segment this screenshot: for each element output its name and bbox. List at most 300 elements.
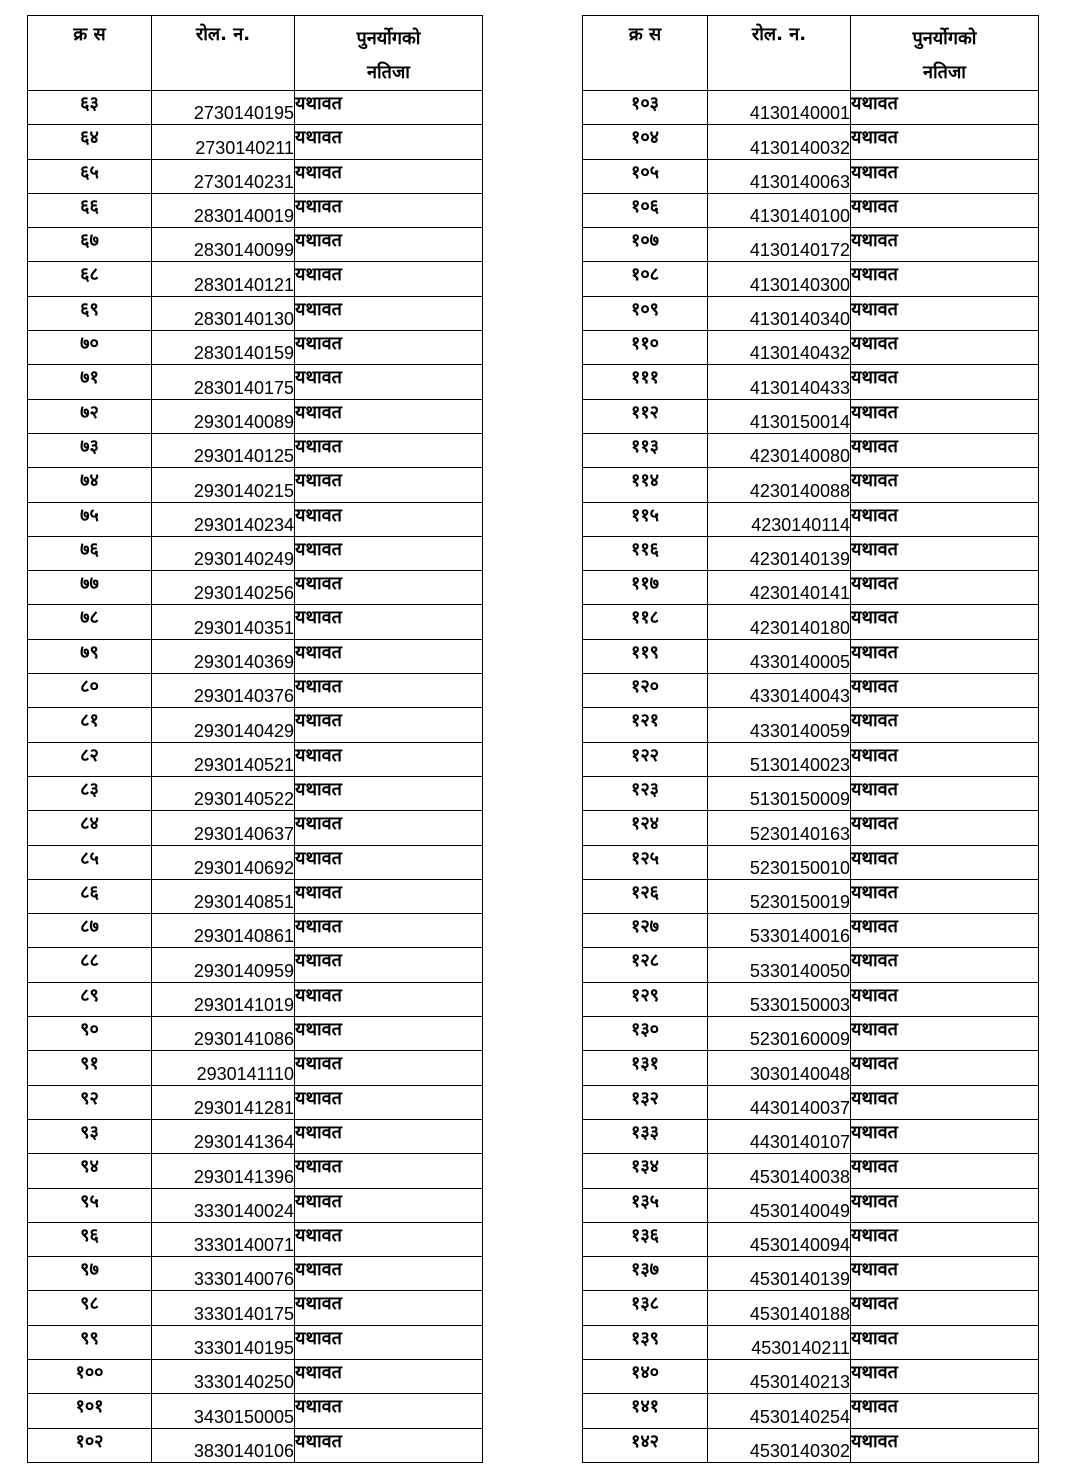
table-row xyxy=(583,639,1039,673)
table-row xyxy=(28,1222,483,1256)
serial-cell: ७९ xyxy=(28,639,152,673)
roll-number-cell: 4130140340 xyxy=(708,296,851,330)
table-row xyxy=(28,914,483,948)
serial-cell: ११४ xyxy=(583,468,708,502)
rows-left xyxy=(28,91,483,1463)
serial-cell: ९५ xyxy=(28,1188,152,1222)
table-row xyxy=(28,262,483,296)
table-row xyxy=(28,776,483,810)
result-cell: यथावत xyxy=(851,365,1039,399)
result-cell: यथावत xyxy=(295,1085,483,1119)
header-row xyxy=(583,16,1039,91)
roll-number-cell: 4130140300 xyxy=(708,262,851,296)
roll-number-cell: 2730140231 xyxy=(152,159,295,193)
table-row xyxy=(583,674,1039,708)
table-row xyxy=(583,914,1039,948)
result-cell: यथावत xyxy=(295,1051,483,1085)
result-cell: यथावत xyxy=(295,433,483,467)
roll-number-cell: 2830140159 xyxy=(152,331,295,365)
roll-number-cell: 2930141110 xyxy=(152,1051,295,1085)
serial-cell: १३२ xyxy=(583,1085,708,1119)
table-row xyxy=(28,1428,483,1462)
result-cell: यथावत xyxy=(295,571,483,605)
serial-cell: ७५ xyxy=(28,502,152,536)
table-row xyxy=(28,193,483,227)
serial-cell: ८० xyxy=(28,674,152,708)
roll-number-cell: 4130140001 xyxy=(708,91,851,125)
table-row xyxy=(28,1017,483,1051)
result-cell: यथावत xyxy=(851,331,1039,365)
roll-number-cell: 4330140059 xyxy=(708,708,851,742)
roll-number-cell: 2930140351 xyxy=(152,605,295,639)
serial-cell: १११ xyxy=(583,365,708,399)
table-row xyxy=(583,879,1039,913)
serial-cell: ९४ xyxy=(28,1154,152,1188)
serial-cell: १०१ xyxy=(28,1394,152,1428)
result-cell: यथावत xyxy=(295,1222,483,1256)
result-cell: यथावत xyxy=(295,1017,483,1051)
result-cell: यथावत xyxy=(851,125,1039,159)
serial-cell: ९९ xyxy=(28,1325,152,1359)
roll-number-cell: 4230140080 xyxy=(708,433,851,467)
header-result xyxy=(295,16,483,91)
result-cell: यथावत xyxy=(295,674,483,708)
table-row xyxy=(583,536,1039,570)
serial-cell: १०९ xyxy=(583,296,708,330)
roll-number-cell: 2930140234 xyxy=(152,502,295,536)
table-row xyxy=(583,982,1039,1016)
header-serial: क्र स xyxy=(28,16,152,91)
table-row xyxy=(28,1325,483,1359)
roll-number-cell: 4330140005 xyxy=(708,639,851,673)
table-row xyxy=(28,1257,483,1291)
serial-cell: १०६ xyxy=(583,193,708,227)
roll-number-cell: 2830140099 xyxy=(152,228,295,262)
table-row xyxy=(28,1085,483,1119)
roll-number-cell: 3330140071 xyxy=(152,1222,295,1256)
table-row xyxy=(583,91,1039,125)
result-cell: यथावत xyxy=(851,433,1039,467)
table-row xyxy=(583,1222,1039,1256)
result-cell: यथावत xyxy=(295,502,483,536)
result-cell: यथावत xyxy=(851,571,1039,605)
roll-number-cell: 3830140106 xyxy=(152,1428,295,1462)
table-row xyxy=(583,948,1039,982)
table-row xyxy=(583,845,1039,879)
result-cell: यथावत xyxy=(295,845,483,879)
table-row xyxy=(28,811,483,845)
table-row xyxy=(583,193,1039,227)
table-row xyxy=(28,1394,483,1428)
result-cell: यथावत xyxy=(851,1257,1039,1291)
header-row xyxy=(28,16,483,91)
roll-number-cell: 2930140125 xyxy=(152,433,295,467)
serial-cell: ७१ xyxy=(28,365,152,399)
result-cell: यथावत xyxy=(851,502,1039,536)
table-row xyxy=(28,536,483,570)
result-cell: यथावत xyxy=(851,1291,1039,1325)
serial-cell: ७० xyxy=(28,331,152,365)
results-table-left xyxy=(27,15,483,1463)
serial-cell: ११५ xyxy=(583,502,708,536)
roll-number-cell: 5130140023 xyxy=(708,742,851,776)
serial-cell: ७२ xyxy=(28,399,152,433)
result-cell: यथावत xyxy=(851,708,1039,742)
roll-number-cell: 4430140107 xyxy=(708,1119,851,1153)
serial-cell: ९६ xyxy=(28,1222,152,1256)
serial-cell: १३० xyxy=(583,1017,708,1051)
serial-cell: १२८ xyxy=(583,948,708,982)
result-cell: यथावत xyxy=(295,1188,483,1222)
serial-cell: ९३ xyxy=(28,1119,152,1153)
result-cell: यथावत xyxy=(851,296,1039,330)
table-row xyxy=(28,125,483,159)
serial-cell: १२७ xyxy=(583,914,708,948)
serial-cell: ७७ xyxy=(28,571,152,605)
roll-number-cell: 2930141281 xyxy=(152,1085,295,1119)
table-row xyxy=(28,708,483,742)
roll-number-cell: 2930140959 xyxy=(152,948,295,982)
result-cell: यथावत xyxy=(295,125,483,159)
result-cell: यथावत xyxy=(295,776,483,810)
table-row xyxy=(583,228,1039,262)
roll-number-cell: 4130140432 xyxy=(708,331,851,365)
table-row xyxy=(583,1154,1039,1188)
roll-number-cell: 4230140180 xyxy=(708,605,851,639)
result-cell: यथावत xyxy=(295,262,483,296)
table-row xyxy=(583,468,1039,502)
serial-cell: १०३ xyxy=(583,91,708,125)
result-cell: यथावत xyxy=(851,1222,1039,1256)
serial-cell: ८१ xyxy=(28,708,152,742)
result-cell: यथावत xyxy=(851,982,1039,1016)
roll-number-cell: 2930141086 xyxy=(152,1017,295,1051)
serial-cell: ११६ xyxy=(583,536,708,570)
roll-number-cell: 4130140433 xyxy=(708,365,851,399)
roll-number-cell: 5330140050 xyxy=(708,948,851,982)
result-cell: यथावत xyxy=(295,639,483,673)
result-cell: यथावत xyxy=(295,468,483,502)
roll-number-cell: 4230140141 xyxy=(708,571,851,605)
roll-number-cell: 2930140521 xyxy=(152,742,295,776)
table-row xyxy=(28,639,483,673)
serial-cell: ८९ xyxy=(28,982,152,1016)
table-row xyxy=(28,468,483,502)
serial-cell: ८७ xyxy=(28,914,152,948)
result-cell: यथावत xyxy=(851,228,1039,262)
serial-cell: १३९ xyxy=(583,1325,708,1359)
serial-cell: ७८ xyxy=(28,605,152,639)
result-cell: यथावत xyxy=(851,811,1039,845)
result-cell: यथावत xyxy=(851,1188,1039,1222)
result-cell: यथावत xyxy=(851,193,1039,227)
roll-number-cell: 3330140175 xyxy=(152,1291,295,1325)
result-cell: यथावत xyxy=(851,536,1039,570)
result-cell: यथावत xyxy=(851,1325,1039,1359)
table-row xyxy=(583,1428,1039,1462)
serial-cell: १४१ xyxy=(583,1394,708,1428)
roll-number-cell: 2930140692 xyxy=(152,845,295,879)
roll-number-cell: 5230160009 xyxy=(708,1017,851,1051)
serial-cell: १२६ xyxy=(583,879,708,913)
serial-cell: ६३ xyxy=(28,91,152,125)
result-cell: यथावत xyxy=(851,605,1039,639)
table-row xyxy=(28,1051,483,1085)
roll-number-cell: 5230150019 xyxy=(708,879,851,913)
roll-number-cell: 4530140049 xyxy=(708,1188,851,1222)
table-row xyxy=(583,331,1039,365)
roll-number-cell: 3430150005 xyxy=(152,1394,295,1428)
roll-number-cell: 2930140249 xyxy=(152,536,295,570)
roll-number-cell: 4530140188 xyxy=(708,1291,851,1325)
serial-cell: ९१ xyxy=(28,1051,152,1085)
serial-cell: १०८ xyxy=(583,262,708,296)
serial-cell: १३७ xyxy=(583,1257,708,1291)
roll-number-cell: 2930140522 xyxy=(152,776,295,810)
table-row xyxy=(583,605,1039,639)
result-cell: यथावत xyxy=(295,914,483,948)
serial-cell: १२१ xyxy=(583,708,708,742)
roll-number-cell: 4230140114 xyxy=(708,502,851,536)
table-row xyxy=(583,708,1039,742)
roll-number-cell: 3030140048 xyxy=(708,1051,851,1085)
serial-cell: १२२ xyxy=(583,742,708,776)
rows-right xyxy=(583,91,1039,1463)
header-result-line2: नतिजा xyxy=(923,62,966,83)
table-row xyxy=(583,125,1039,159)
table-row xyxy=(583,1394,1039,1428)
serial-cell: ९८ xyxy=(28,1291,152,1325)
roll-number-cell: 4530140038 xyxy=(708,1154,851,1188)
serial-cell: ८८ xyxy=(28,948,152,982)
serial-cell: ९७ xyxy=(28,1257,152,1291)
result-cell: यथावत xyxy=(295,948,483,982)
serial-cell: १०७ xyxy=(583,228,708,262)
roll-number-cell: 2830140019 xyxy=(152,193,295,227)
serial-cell: ७४ xyxy=(28,468,152,502)
roll-number-cell: 2930140376 xyxy=(152,674,295,708)
result-cell: यथावत xyxy=(295,708,483,742)
serial-cell: ८३ xyxy=(28,776,152,810)
roll-number-cell: 5330140016 xyxy=(708,914,851,948)
serial-cell: ११२ xyxy=(583,399,708,433)
table-row xyxy=(28,296,483,330)
roll-number-cell: 4530140094 xyxy=(708,1222,851,1256)
table-row xyxy=(583,433,1039,467)
result-cell: यथावत xyxy=(851,262,1039,296)
serial-cell: १३६ xyxy=(583,1222,708,1256)
header-result-line1: पुनर्योगको xyxy=(356,28,421,49)
roll-number-cell: 2830140121 xyxy=(152,262,295,296)
table-row xyxy=(28,571,483,605)
serial-cell: १२४ xyxy=(583,811,708,845)
serial-cell: १०४ xyxy=(583,125,708,159)
serial-cell: ६५ xyxy=(28,159,152,193)
serial-cell: ६६ xyxy=(28,193,152,227)
roll-number-cell: 4530140302 xyxy=(708,1428,851,1462)
table-row xyxy=(28,879,483,913)
table-row xyxy=(28,159,483,193)
result-cell: यथावत xyxy=(295,1359,483,1393)
table-row xyxy=(28,948,483,982)
result-cell: यथावत xyxy=(295,296,483,330)
result-cell: यथावत xyxy=(851,159,1039,193)
result-cell: यथावत xyxy=(851,742,1039,776)
serial-cell: १३८ xyxy=(583,1291,708,1325)
serial-cell: ११७ xyxy=(583,571,708,605)
roll-number-cell: 4530140213 xyxy=(708,1359,851,1393)
serial-cell: ६८ xyxy=(28,262,152,296)
result-cell: यथावत xyxy=(851,948,1039,982)
roll-number-cell: 2930141364 xyxy=(152,1119,295,1153)
result-cell: यथावत xyxy=(295,159,483,193)
result-cell: यथावत xyxy=(851,1017,1039,1051)
result-cell: यथावत xyxy=(851,914,1039,948)
serial-cell: १३१ xyxy=(583,1051,708,1085)
roll-number-cell: 3330140024 xyxy=(152,1188,295,1222)
table-row xyxy=(28,1119,483,1153)
table-row xyxy=(583,742,1039,776)
serial-cell: ९२ xyxy=(28,1085,152,1119)
table-row xyxy=(28,742,483,776)
serial-cell: १४० xyxy=(583,1359,708,1393)
result-cell: यथावत xyxy=(295,982,483,1016)
header-roll: रोल. न. xyxy=(152,16,295,91)
table-row xyxy=(28,228,483,262)
serial-cell: १२३ xyxy=(583,776,708,810)
header-roll: रोल. न. xyxy=(708,16,851,91)
result-cell: यथावत xyxy=(295,1257,483,1291)
header-result xyxy=(851,16,1039,91)
roll-number-cell: 4530140139 xyxy=(708,1257,851,1291)
result-cell: यथावत xyxy=(851,1428,1039,1462)
serial-cell: १४२ xyxy=(583,1428,708,1462)
result-cell: यथावत xyxy=(295,1325,483,1359)
table-row xyxy=(583,1188,1039,1222)
table-row xyxy=(28,605,483,639)
serial-cell: १०५ xyxy=(583,159,708,193)
result-cell: यथावत xyxy=(295,399,483,433)
serial-cell: १०० xyxy=(28,1359,152,1393)
roll-number-cell: 4230140139 xyxy=(708,536,851,570)
table-row xyxy=(28,845,483,879)
result-cell: यथावत xyxy=(295,1428,483,1462)
serial-cell: ९० xyxy=(28,1017,152,1051)
header-result-line2: नतिजा xyxy=(367,62,410,83)
table-row xyxy=(583,502,1039,536)
roll-number-cell: 2730140211 xyxy=(152,125,295,159)
table-row xyxy=(28,1154,483,1188)
table-row xyxy=(28,982,483,1016)
serial-cell: १२० xyxy=(583,674,708,708)
result-cell: यथावत xyxy=(295,331,483,365)
roll-number-cell: 2930140429 xyxy=(152,708,295,742)
result-cell: यथावत xyxy=(851,1051,1039,1085)
result-cell: यथावत xyxy=(295,605,483,639)
table-row xyxy=(28,399,483,433)
result-cell: यथावत xyxy=(295,228,483,262)
roll-number-cell: 5230140163 xyxy=(708,811,851,845)
table-row xyxy=(583,811,1039,845)
result-cell: यथावत xyxy=(851,639,1039,673)
serial-cell: १३३ xyxy=(583,1119,708,1153)
roll-number-cell: 2830140130 xyxy=(152,296,295,330)
table-row xyxy=(583,1119,1039,1153)
roll-number-cell: 2930140256 xyxy=(152,571,295,605)
table-row xyxy=(28,502,483,536)
result-cell: यथावत xyxy=(851,879,1039,913)
table-row xyxy=(583,1257,1039,1291)
table-row xyxy=(28,365,483,399)
result-cell: यथावत xyxy=(295,879,483,913)
result-cell: यथावत xyxy=(851,399,1039,433)
roll-number-cell: 5330150003 xyxy=(708,982,851,1016)
header-serial: क्र स xyxy=(583,16,708,91)
table-row xyxy=(583,1325,1039,1359)
result-cell: यथावत xyxy=(851,1154,1039,1188)
result-cell: यथावत xyxy=(851,674,1039,708)
roll-number-cell: 2930140089 xyxy=(152,399,295,433)
table-row xyxy=(583,262,1039,296)
roll-number-cell: 2930140861 xyxy=(152,914,295,948)
serial-cell: ८४ xyxy=(28,811,152,845)
serial-cell: ८५ xyxy=(28,845,152,879)
roll-number-cell: 2930141019 xyxy=(152,982,295,1016)
roll-number-cell: 2730140195 xyxy=(152,91,295,125)
roll-number-cell: 3330140250 xyxy=(152,1359,295,1393)
serial-cell: ११० xyxy=(583,331,708,365)
result-cell: यथावत xyxy=(851,1119,1039,1153)
table-row xyxy=(583,159,1039,193)
table-row xyxy=(583,1017,1039,1051)
result-cell: यथावत xyxy=(295,742,483,776)
table-row xyxy=(28,1291,483,1325)
roll-number-cell: 3330140076 xyxy=(152,1257,295,1291)
table-row xyxy=(583,776,1039,810)
table-row xyxy=(28,331,483,365)
table-row xyxy=(28,91,483,125)
result-cell: यथावत xyxy=(851,468,1039,502)
serial-cell: ६९ xyxy=(28,296,152,330)
roll-number-cell: 4130140063 xyxy=(708,159,851,193)
table-row xyxy=(583,365,1039,399)
result-cell: यथावत xyxy=(295,91,483,125)
result-cell: यथावत xyxy=(295,1119,483,1153)
roll-number-cell: 2930141396 xyxy=(152,1154,295,1188)
result-cell: यथावत xyxy=(851,845,1039,879)
serial-cell: १३४ xyxy=(583,1154,708,1188)
result-cell: यथावत xyxy=(295,1154,483,1188)
serial-cell: ११३ xyxy=(583,433,708,467)
roll-number-cell: 2930140851 xyxy=(152,879,295,913)
result-cell: यथावत xyxy=(295,811,483,845)
table-row xyxy=(28,433,483,467)
serial-cell: ११९ xyxy=(583,639,708,673)
table-row xyxy=(583,399,1039,433)
serial-cell: ११८ xyxy=(583,605,708,639)
serial-cell: ६७ xyxy=(28,228,152,262)
serial-cell: ७६ xyxy=(28,536,152,570)
result-cell: यथावत xyxy=(295,536,483,570)
roll-number-cell: 4530140254 xyxy=(708,1394,851,1428)
serial-cell: ६४ xyxy=(28,125,152,159)
table-row xyxy=(28,1188,483,1222)
serial-cell: १२९ xyxy=(583,982,708,1016)
roll-number-cell: 4330140043 xyxy=(708,674,851,708)
result-cell: यथावत xyxy=(851,1359,1039,1393)
serial-cell: १२५ xyxy=(583,845,708,879)
roll-number-cell: 4230140088 xyxy=(708,468,851,502)
